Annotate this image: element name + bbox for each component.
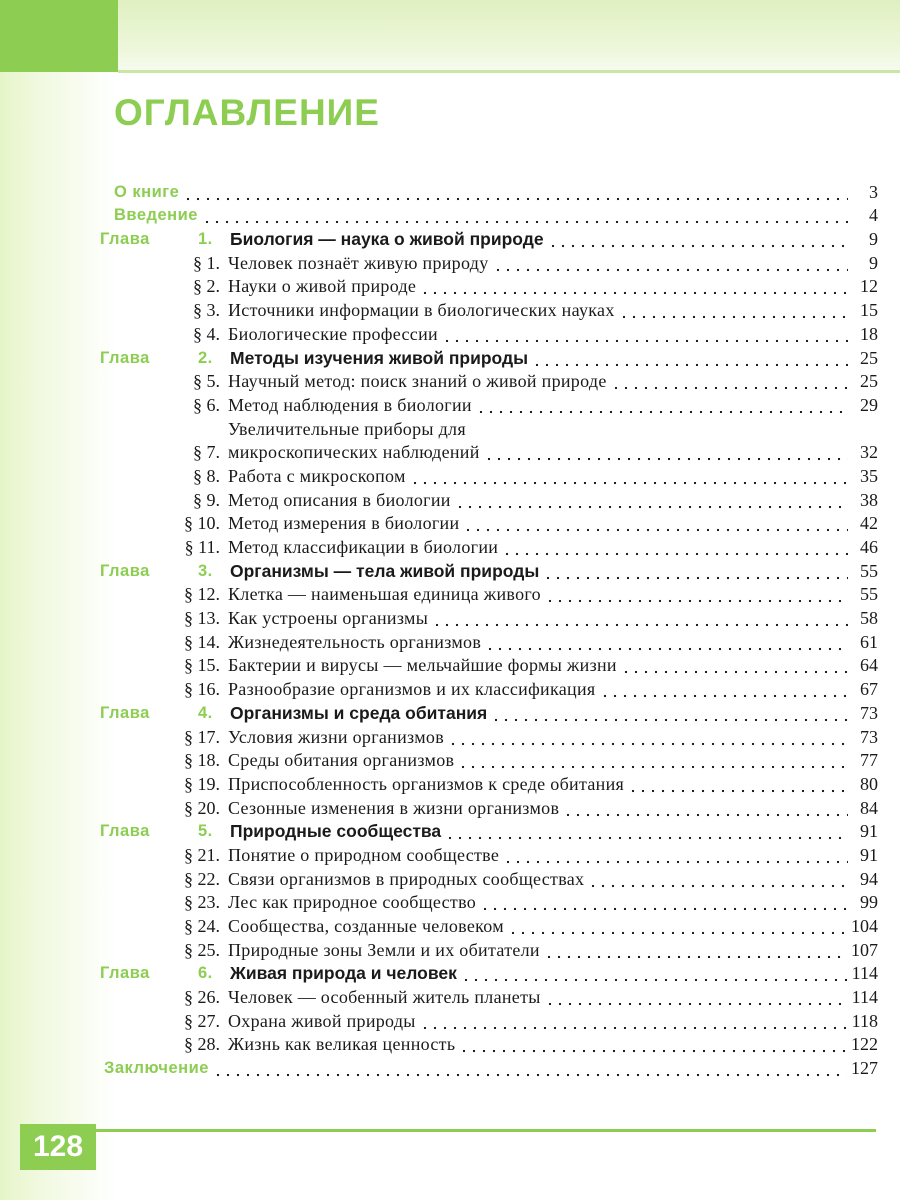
toc-section[interactable]	[100, 464, 878, 488]
dot-leader	[463, 517, 848, 535]
toc-front-entry[interactable]	[100, 180, 878, 204]
section-title: Биологические профессии	[228, 323, 438, 344]
dot-leader	[183, 186, 848, 204]
section-number: § 19.	[184, 773, 220, 794]
entry-label: Заключение	[104, 1059, 209, 1078]
header-band-edge	[118, 70, 900, 73]
section-title: Жизнь как великая ценность	[228, 1034, 456, 1055]
section-number: § 11.	[184, 537, 220, 558]
section-title: Разнообразие организмов и их классификация	[228, 679, 596, 700]
page-ref: 15	[860, 300, 878, 321]
section-number: § 18.	[184, 750, 220, 771]
dot-leader	[621, 659, 848, 677]
dot-leader	[202, 209, 848, 227]
page-ref: 104	[851, 916, 878, 937]
section-title: Понятие о природном сообществе	[228, 844, 500, 865]
chapter-title: Биология — наука о живой природе	[230, 229, 544, 250]
section-number: § 5.	[193, 371, 220, 392]
dot-leader	[432, 612, 848, 630]
dot-leader	[548, 233, 848, 251]
page-ref: 18	[860, 323, 878, 344]
section-title: Среды обитания организмов	[228, 750, 455, 771]
page-number: 128	[20, 1124, 96, 1170]
section-title: Работа с микроскопом	[228, 465, 406, 486]
dot-leader	[508, 920, 847, 938]
toc-section[interactable]	[100, 1033, 878, 1057]
section-title: Источники информации в биологических науках	[228, 300, 615, 321]
dot-leader	[448, 731, 848, 749]
chapter-label	[100, 228, 226, 251]
chapter-word: Глава	[100, 348, 150, 367]
section-title	[228, 418, 480, 464]
dot-leader	[445, 825, 848, 843]
page-ref: 46	[860, 537, 878, 558]
toc-front-entry[interactable]	[100, 204, 878, 228]
dot-leader	[502, 541, 848, 559]
section-title: Человек познаёт живую природу	[228, 252, 489, 273]
page-ref: 42	[860, 513, 878, 534]
dot-leader	[628, 778, 848, 796]
section-title: Условия жизни организмов	[228, 726, 444, 747]
toc-chapter[interactable]	[100, 962, 878, 986]
dot-leader	[619, 304, 848, 322]
dot-leader	[588, 873, 848, 891]
section-number: § 4.	[193, 323, 220, 344]
toc-section[interactable]	[100, 891, 878, 915]
dot-leader	[563, 802, 848, 820]
page-ref: 127	[851, 1058, 878, 1079]
dot-leader	[493, 257, 848, 275]
section-number: § 20.	[184, 797, 220, 818]
page-ref: 35	[860, 465, 878, 486]
page-ref: 25	[860, 371, 878, 392]
page-ref: 91	[860, 844, 878, 865]
toc-chapter[interactable]	[100, 346, 878, 370]
page-ref: 3	[869, 181, 878, 202]
toc-section[interactable]	[100, 914, 878, 938]
chapter-word: Глава	[100, 230, 150, 249]
section-title: Лес как природное сообщество	[228, 892, 477, 913]
entry-label: О книге	[114, 182, 180, 201]
page-ref: 32	[860, 442, 878, 463]
chapter-label	[100, 820, 226, 843]
chapter-label	[100, 702, 226, 725]
section-number: § 8.	[193, 465, 220, 486]
dot-leader	[503, 849, 848, 867]
section-number: § 15.	[184, 655, 220, 676]
section-number: § 2.	[193, 276, 220, 297]
page-ref: 73	[860, 702, 878, 723]
header-band	[118, 0, 900, 72]
chapter-title: Природные сообщества	[230, 821, 442, 842]
chapter-number: 2.	[198, 348, 213, 367]
page-ref: 107	[851, 939, 878, 960]
toc-end-entry[interactable]	[100, 1056, 878, 1080]
toc-section[interactable]	[100, 606, 878, 630]
section-title: Сообщества, созданные человеком	[228, 916, 504, 937]
page-ref: 4	[869, 205, 878, 226]
page-ref: 58	[860, 608, 878, 629]
dot-leader	[480, 896, 848, 914]
section-title: Охрана живой природы	[228, 1010, 416, 1031]
dot-leader	[545, 991, 848, 1009]
page-ref: 29	[860, 394, 878, 415]
section-number: § 9.	[193, 489, 220, 510]
section-title: Метод наблюдения в биологии	[228, 394, 472, 415]
toc-section[interactable]	[100, 796, 878, 820]
toc-chapter[interactable]	[100, 559, 878, 583]
page-ref: 80	[860, 773, 878, 794]
toc-section[interactable]	[100, 583, 878, 607]
page-ref: 114	[851, 987, 878, 1008]
chapter-title: Живая природа и человек	[230, 963, 457, 984]
section-title-line2: микроскопических наблюдений	[228, 442, 480, 463]
chapter-number: 4.	[198, 703, 213, 722]
section-title: Научный метод: поиск знаний о живой природе	[228, 371, 607, 392]
section-number: § 23.	[184, 892, 220, 913]
page-ref: 118	[851, 1010, 878, 1031]
page-ref: 94	[860, 868, 878, 889]
toc-section[interactable]	[100, 512, 878, 536]
toc-section[interactable]	[100, 251, 878, 275]
page-ref: 84	[860, 797, 878, 818]
chapter-word: Глава	[100, 703, 150, 722]
page-ref: 91	[860, 821, 878, 842]
chapter-title: Методы изучения живой природы	[230, 347, 529, 368]
chapter-number: 6.	[198, 964, 213, 983]
toc-chapter[interactable]	[100, 820, 878, 844]
page-ref: 55	[860, 584, 878, 605]
toc-section[interactable]	[100, 417, 878, 464]
toc-section[interactable]	[100, 535, 878, 559]
dot-leader	[459, 1038, 847, 1056]
toc-section[interactable]	[100, 843, 878, 867]
section-title: Бактерии и вирусы — мельчайшие формы жизни	[228, 655, 617, 676]
dot-leader	[491, 707, 848, 725]
page-ref: 99	[860, 892, 878, 913]
dot-leader	[455, 494, 848, 512]
section-number: § 28.	[184, 1034, 220, 1055]
chapter-label	[100, 560, 226, 583]
section-title: Как устроены организмы	[228, 608, 429, 629]
page-ref: 77	[860, 750, 878, 771]
section-number: § 6.	[193, 394, 220, 415]
toc-section[interactable]	[100, 867, 878, 891]
section-title: Приспособленность организмов к среде обитания	[228, 773, 625, 794]
chapter-word: Глава	[100, 822, 150, 841]
section-title: Сезонные изменения в жизни организмов	[228, 797, 560, 818]
dot-leader	[213, 1062, 847, 1080]
section-title: Метод описания в биологии	[228, 489, 451, 510]
toc-section[interactable]	[100, 772, 878, 796]
toc-section[interactable]	[100, 322, 878, 346]
page-ref: 67	[860, 679, 878, 700]
dot-leader	[485, 636, 848, 654]
section-number: § 1.	[193, 252, 220, 273]
dot-leader	[545, 588, 848, 606]
page-title: ОГЛАВЛЕНИЕ	[114, 92, 380, 133]
section-title: Клетка — наименьшая единица живого	[228, 584, 541, 605]
dot-leader	[458, 754, 848, 772]
dot-leader	[442, 328, 848, 346]
entry-label: Введение	[114, 206, 198, 225]
footer-divider	[96, 1129, 876, 1132]
section-number: § 25.	[184, 939, 220, 960]
page-ref: 64	[860, 655, 878, 676]
dot-leader	[484, 446, 848, 464]
section-number: § 27.	[184, 1010, 220, 1031]
chapter-word: Глава	[100, 964, 150, 983]
section-title: Человек — особенный житель планеты	[228, 987, 541, 1008]
section-number: § 17.	[184, 726, 220, 747]
page-ref: 61	[860, 631, 878, 652]
chapter-word: Глава	[100, 561, 150, 580]
section-title: Метод классификации в биологии	[228, 537, 499, 558]
section-number: § 12.	[184, 584, 220, 605]
chapter-number: 1.	[198, 230, 213, 249]
page-ref: 55	[860, 560, 878, 581]
corner-block	[0, 0, 118, 72]
chapter-title: Организмы и среда обитания	[230, 702, 488, 723]
dot-leader	[420, 280, 848, 298]
section-title-line1: Увеличительные приборы для	[228, 419, 466, 440]
section-number: § 26.	[184, 987, 220, 1008]
page-ref: 38	[860, 489, 878, 510]
toc-section[interactable]	[100, 298, 878, 322]
toc-section[interactable]	[100, 488, 878, 512]
chapter-label	[100, 962, 226, 985]
section-title: Метод измерения в биологии	[228, 513, 460, 534]
section-number: § 14.	[184, 631, 220, 652]
dot-leader	[544, 944, 847, 962]
toc-section[interactable]	[100, 370, 878, 394]
toc-chapter[interactable]	[100, 227, 878, 251]
page-ref: 73	[860, 726, 878, 747]
page-ref: 9	[869, 229, 878, 250]
toc-chapter[interactable]	[100, 701, 878, 725]
toc-section[interactable]	[100, 654, 878, 678]
toc-section[interactable]	[100, 985, 878, 1009]
chapter-number: 3.	[198, 561, 213, 580]
toc-section[interactable]	[100, 1009, 878, 1033]
toc-section[interactable]	[100, 749, 878, 773]
toc-section[interactable]	[100, 630, 878, 654]
toc-section[interactable]	[100, 393, 878, 417]
section-title: Связи организмов в природных сообществах	[228, 868, 585, 889]
dot-leader	[461, 967, 848, 985]
dot-leader	[476, 399, 848, 417]
page-ref: 122	[851, 1034, 878, 1055]
toc-section[interactable]	[100, 725, 878, 749]
page-ref: 12	[860, 276, 878, 297]
chapter-number: 5.	[198, 822, 213, 841]
chapter-label	[100, 347, 226, 370]
section-title: Природные зоны Земли и их обитатели	[228, 939, 540, 960]
toc-section[interactable]	[100, 938, 878, 962]
dot-leader	[600, 683, 848, 701]
page-ref: 25	[860, 347, 878, 368]
dot-leader	[410, 470, 848, 488]
section-number: § 7.	[193, 442, 220, 463]
table-of-contents	[100, 180, 878, 1080]
section-number: § 24.	[184, 916, 220, 937]
section-number: § 13.	[184, 608, 220, 629]
toc-section[interactable]	[100, 677, 878, 701]
dot-leader	[532, 352, 848, 370]
chapter-title: Организмы — тела живой природы	[230, 560, 540, 581]
toc-section[interactable]	[100, 275, 878, 299]
section-number: § 21.	[184, 844, 220, 865]
dot-leader	[420, 1015, 848, 1033]
dot-leader	[543, 565, 848, 583]
section-title: Жизнедеятельность организмов	[228, 631, 482, 652]
section-number: § 3.	[193, 300, 220, 321]
section-number: § 10.	[184, 513, 220, 534]
section-number: § 16.	[184, 679, 220, 700]
page-ref: 114	[851, 963, 878, 984]
section-number: § 22.	[184, 868, 220, 889]
dot-leader	[611, 375, 848, 393]
page-ref: 9	[869, 252, 878, 273]
section-title: Науки о живой природе	[228, 276, 417, 297]
